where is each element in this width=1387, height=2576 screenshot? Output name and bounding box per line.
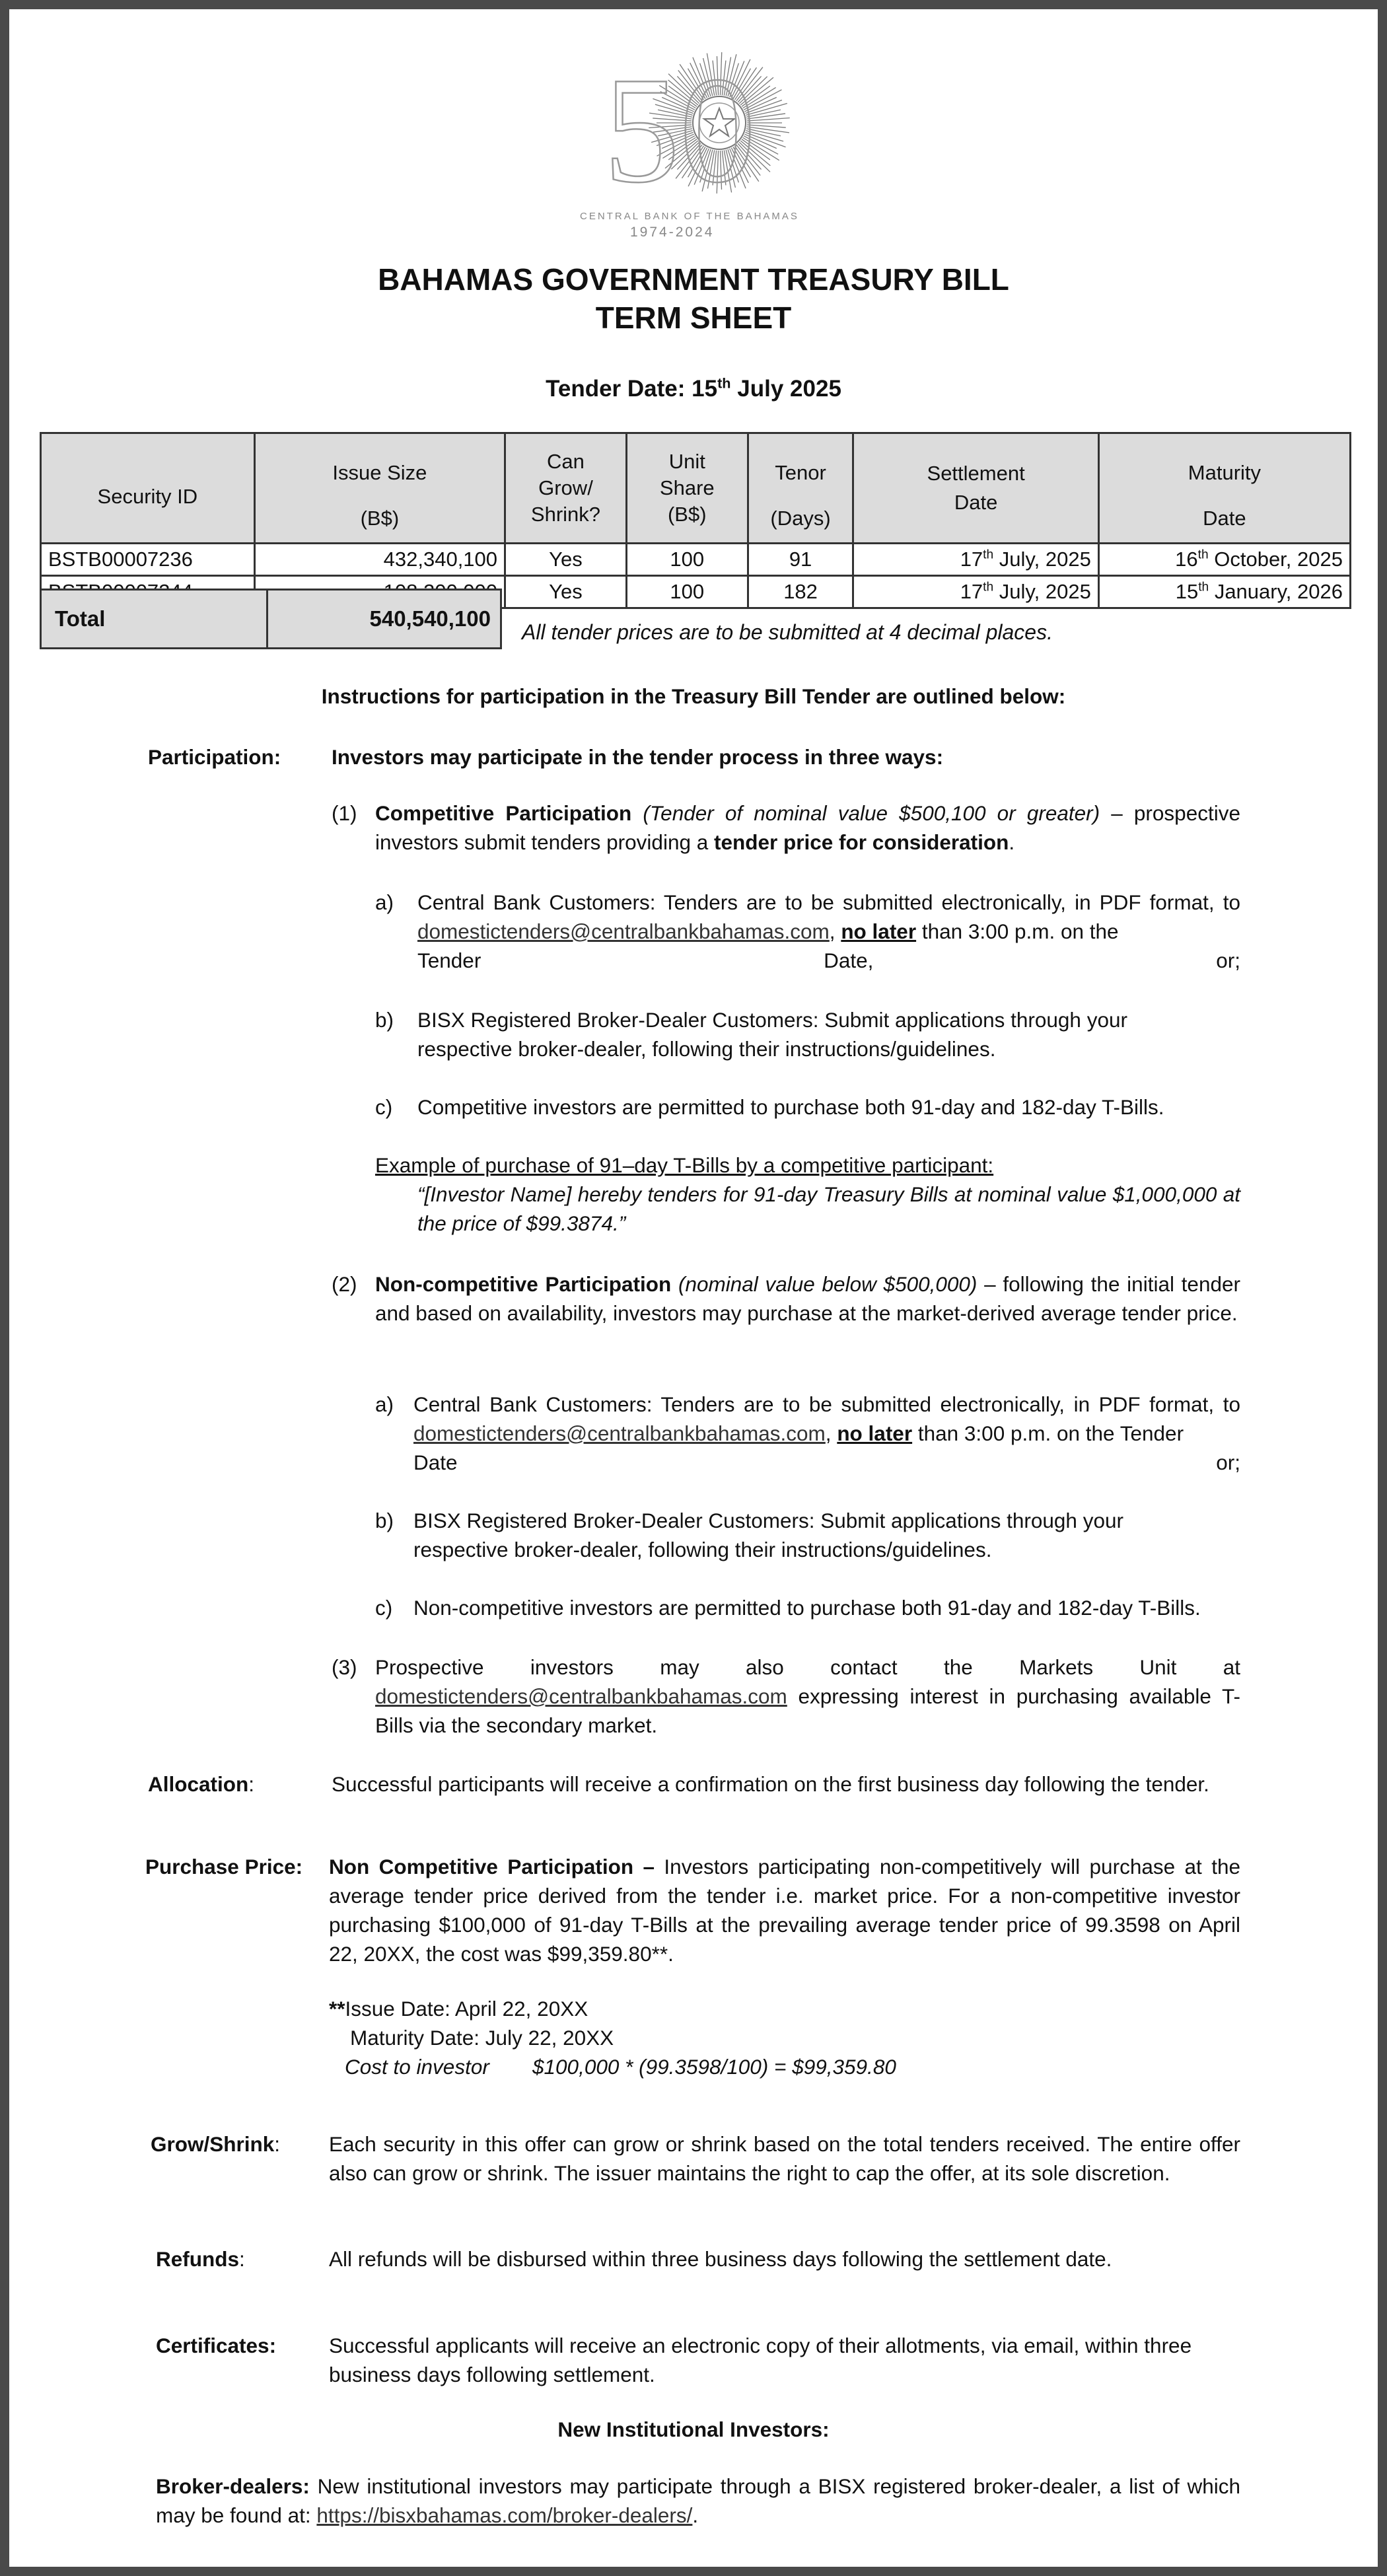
settlement-date-cell: 17th July, 2025 — [853, 544, 1098, 576]
cost-label: Cost to investor — [345, 2055, 489, 2079]
total-row — [40, 589, 502, 649]
security-id-cell: BSTB00007236 — [41, 544, 255, 576]
settlement-date-cell: 17th July, 2025 — [853, 576, 1098, 608]
refunds-text: All refunds will be disbursed within three business days following the settlement date. — [329, 2247, 1112, 2271]
price-decimal-note: All tender prices are to be submitted at 4 decimal places. — [522, 620, 1053, 644]
competitive-example-heading: Example of purchase of 91–day T-Bills by a competitive participant: — [375, 1153, 994, 1177]
title-line-1: BAHAMAS GOVERNMENT TREASURY BILL — [378, 262, 1009, 297]
central-bank-50th-logo — [557, 49, 822, 247]
participation-intro: Investors may participate in the tender process in three ways: — [332, 745, 944, 769]
table-header-row — [41, 433, 1351, 544]
certificates-label: Certificates: — [156, 2334, 277, 2357]
maturity-date-cell: 15th January, 2026 — [1098, 576, 1350, 608]
header-can-grow: Can Grow/ Shrink? — [505, 433, 627, 544]
logo-number: 50 — [604, 49, 756, 214]
competitive-option-a-line3: Tender Date, or; — [417, 948, 1240, 972]
email-link[interactable]: domestictenders@centralbankbahamas.com — [413, 1421, 826, 1445]
logo-years: 1974-2024 — [630, 225, 715, 240]
header-maturity-date: Maturity Date — [1098, 433, 1350, 544]
issue-size-cell: 432,340,100 — [254, 544, 505, 576]
participation-label: Participation: — [148, 745, 281, 769]
certificates-text: Successful applicants will receive an electronic copy of their allotments, via email, within three business days following settlement. — [329, 2334, 1192, 2386]
header-issue-size: Issue Size (B$) — [254, 433, 505, 544]
can-grow-cell: Yes — [505, 576, 627, 608]
cost-formula: $100,000 * (99.3598/100) = $99,359.80 — [532, 2055, 896, 2079]
allocation-label: Allocation: — [148, 1772, 255, 1796]
competitive-example-text: “[Investor Name] hereby tenders for 91-day Treasury Bills at nominal value $1,000,000 at the price of $99.3874.” — [417, 1182, 1240, 1235]
broker-dealers-text: Broker-dealers: New institutional investors may participate through a BISX registered broker-dealer, a list of which may be found at: https://bisxbahamas.com/broker-dealers/. — [156, 2474, 1240, 2527]
non-competitive-participation-text: Non-competitive Participation (nominal value below $500,000) – following the initial tender and based on availability, investors may purchase at the market-derived average tender price. — [375, 1272, 1240, 1325]
instructions-heading: Instructions for participation in the Treasury Bill Tender are outlined below: — [321, 684, 1066, 708]
secondary-market-text: Prospective investors may also contact the Markets Unit at — [375, 1655, 1240, 1679]
item-number: (2) — [332, 1272, 357, 1296]
maturity-date-cell: 16th October, 2025 — [1098, 544, 1350, 576]
table-row — [41, 544, 1351, 576]
logo-caption: CENTRAL BANK OF THE BAHAMAS — [580, 211, 799, 222]
non-competitive-option-c: Non-competitive investors are permitted to purchase both 91-day and 182-day T-Bills. — [413, 1596, 1201, 1620]
tender-date: Tender Date: 15th July 2025 — [546, 375, 841, 402]
purchase-maturity-date: Maturity Date: July 22, 20XX — [350, 2026, 614, 2050]
total-label: Total — [42, 590, 268, 647]
broker-dealers-link[interactable]: https://bisxbahamas.com/broker-dealers/ — [316, 2503, 693, 2527]
purchase-price-text: Non Competitive Participation – Investors participating non-competitively will purchase at the average tender price derived from the tender i.e. market price. For a non-competitive investor purchasing $100,000 of 91-day T-Bills at the prevailing average tender price of 99.3598 on April 22, 20XX, the cost was $99,359.80**. — [329, 1855, 1240, 1966]
unit-share-cell: 100 — [626, 544, 748, 576]
securities-table — [40, 432, 1351, 609]
unit-share-cell: 100 — [626, 576, 748, 608]
non-competitive-option-a: Central Bank Customers: Tenders are to be submitted electronically, in PDF format, to — [413, 1392, 1240, 1416]
grow-shrink-text: Each security in this offer can grow or shrink based on the total tenders received. The entire offer also can grow or shrink. The issuer maintains the right to cap the offer, at its sole discretion. — [329, 2132, 1240, 2185]
email-link[interactable]: domestictenders@centralbankbahamas.com — [375, 1684, 787, 1708]
non-competitive-option-b: BISX Registered Broker-Dealer Customers: Submit applications through your respective broker-dealer, following their instructions/guidelines. — [413, 1509, 1123, 1561]
header-settlement-date: Settlement Date — [853, 433, 1098, 544]
item-number: (1) — [332, 801, 357, 825]
competitive-option-b: BISX Registered Broker-Dealer Customers: Submit applications through your respective broker-dealer, following their instructions/guidelines. — [417, 1008, 1127, 1061]
title-line-2: TERM SHEET — [595, 301, 792, 335]
tenor-cell: 182 — [748, 576, 853, 608]
tenor-cell: 91 — [748, 544, 853, 576]
header-unit-share: Unit Share (B$) — [626, 433, 748, 544]
term-sheet-page: 50 CENTRAL BANK OF THE BAHAMAS 1974-2024 BAHAMAS GOVERNMENT TREASURY BILL TERM SHEET Tender Date: 15th July 2025 Security ID Issue Size (B$) Can Grow/ Shrink? Unit Share (B$) Tenor (Days) Settlement Date Maturity Date BSTB00007236 432,340,100 Yes 100 91 17th July, 2025 16th October, 2025 Yes 100 182 17th July, 2025 15th January, 2026 Total 540,540,100 All tender prices are to be submitted at 4 decimal places. Instructions for participation in the Treasury Bill Tender are outlined below: Participation: Investors may participate in the tender process in three ways: (1) Competitive Participation (Tender of nominal value $500,100 or greater) – prospective investors submit tenders providing a tender price for consideration. a) Central Bank Customers: Tenders are to be submitted electronically, in PDF format, to domestictenders@centralbankbahamas.com, no later than 3:00 p.m. on the Tender Date, or; b) BISX Registered Broker-Dealer Customers: Submit applications through your respective broker-dealer, following their instructions/guidelines. c) Competitive investors are permitted to purchase both 91-day and 182-day T-Bills. Example of purchase of 91–day T-Bills by a competitive participant: “[Investor Name] hereby tenders for 91-day Treasury Bills at nominal value $1,000,000 at the price of $99.3874.” (2) Non-competitive Participation (nominal value below $500,000) – following the initial tender and based on availability, investors may purchase at the market-derived average tender price. a) Central Bank Customers: Tenders are to be submitted electronically, in PDF format, to domestictenders@centralbankbahamas.com, no later than 3:00 p.m. on the Tender Date or; b) BISX Registered Broker-Dealer Customers: Submit applications through your respective broker-dealer, following their instructions/guidelines. c) Non-competitive investors are permitted to purchase both 91-day and 182-day T-Bills. (3) Prospective investors may also contact the Markets Unit at domestictenders@centralbankbahamas.com expressing interest in purchasing available T-Bills via the secondary market. Allocation: Successful participants will receive a confirmation on the first business day following the tender. Purchase Price: Non Competitive Participation – Investors participating non-competitively will purchase at the average tender price derived from the tender i.e. market price. For a non-competitive investor purchasing $100,000 of 91-day T-Bills at the prevailing average tender price of 99.3598 on April 22, 20XX, the cost was $99,359.80**. **Issue Date: April 22, 20XX Maturity Date: July 22, 20XX Cost to investor $100,000 * (99.3598/100) = $99,359.80 Grow/Shrink: Each security in this offer can grow or shrink based on the total tenders received. The entire offer also can grow or shrink. The issuer maintains the right to cap the offer, at its sole discretion. Refunds: All refunds will be disbursed within three business days following the settlement date. Certificates: Successful applicants will receive an electronic copy of their allotments, via email, within three business days following settlement. New Institutional Investors: Broker-dealers: New institutional investors may participate through a BISX registered broker-dealer, a list of which may be found at: https://bisxbahamas.com/broker-dealers/. — [9, 9, 1378, 2567]
purchase-price-label: Purchase Price: — [145, 1855, 303, 1878]
new-investors-heading: New Institutional Investors: — [557, 2417, 830, 2441]
header-security-id: Security ID — [41, 433, 255, 544]
can-grow-cell: Yes — [505, 544, 627, 576]
allocation-text: Successful participants will receive a confirmation on the first business day following the tender. — [332, 1772, 1209, 1796]
item-number: (3) — [332, 1655, 357, 1679]
total-value: 540,540,100 — [268, 590, 500, 647]
email-link[interactable]: domestictenders@centralbankbahamas.com — [417, 919, 830, 943]
anniversary-emblem-icon — [557, 49, 822, 247]
competitive-option-c: Competitive investors are permitted to purchase both 91-day and 182-day T-Bills. — [417, 1095, 1164, 1119]
document-title — [9, 260, 1378, 337]
refunds-label: Refunds: — [156, 2247, 245, 2271]
header-tenor: Tenor (Days) — [748, 433, 853, 544]
purchase-issue-date: **Issue Date: April 22, 20XX — [329, 1997, 588, 2021]
competitive-option-a: Central Bank Customers: Tenders are to be submitted electronically, in PDF format, to domestictenders@centralbankbahamas.com, no later than 3:00 p.m. on the — [417, 890, 1240, 943]
competitive-participation-text: Competitive Participation (Tender of nominal value $500,100 or greater) – prospective investors submit tenders providing a tender price for consideration. — [375, 801, 1240, 854]
grow-shrink-label: Grow/Shrink: — [151, 2132, 281, 2156]
